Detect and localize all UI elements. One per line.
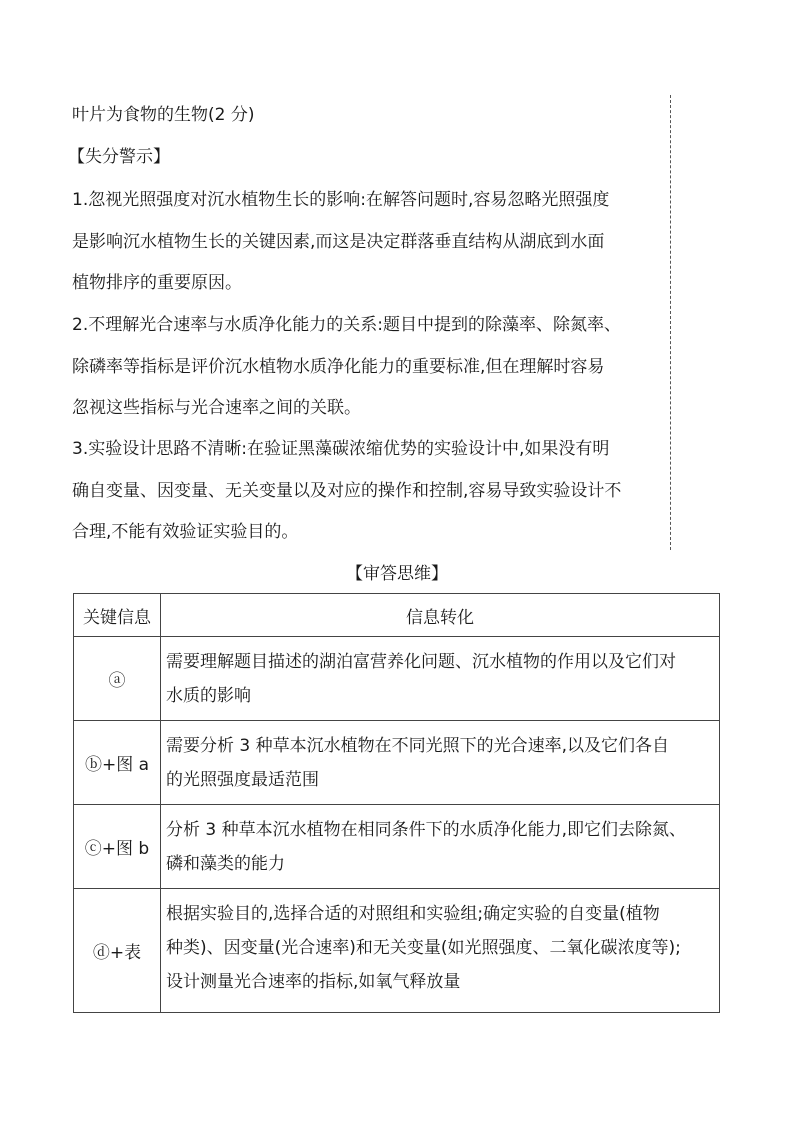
warning-line: 确自变量、因变量、无关变量以及对应的操作和控制,容易导致实验设计不 <box>72 480 622 501</box>
warning-line: 2.不理解光合速率与水质净化能力的关系:题目中提到的除藻率、除氮率、 <box>72 315 621 335</box>
warning-line: 除磷率等指标是评价沉水植物水质净化能力的重要标准,但在理解时容易 <box>72 356 605 377</box>
table-cell-value <box>161 889 720 1013</box>
warning-line: 是影响沉水植物生长的关键因素,而这是决定群落垂直结构从湖底到水面 <box>72 231 605 252</box>
table-cell-key: ⓒ+图 b <box>74 805 161 889</box>
cell-line: 水质的影响 <box>166 686 251 706</box>
table-cell-key: ⓑ+图 a <box>74 721 161 805</box>
cell-line: 的光照强度最适范围 <box>166 770 319 790</box>
table-row <box>74 637 720 721</box>
warning-item <box>72 314 621 439</box>
table-header-value: 信息转化 <box>161 594 720 637</box>
table-cell-value <box>161 637 720 721</box>
warning-item <box>72 189 609 314</box>
cell-line: 分析 3 种草本沉水植物在相同条件下的水质净化能力,即它们去除氮、 <box>166 820 687 840</box>
cell-line: 需要分析 3 种草本沉水植物在不同光照下的光合速率,以及它们各自 <box>166 736 670 756</box>
cell-line: 设计测量光合速率的指标,如氧气释放量 <box>166 972 461 992</box>
warning-line: 植物排序的重要原因。 <box>72 273 242 293</box>
cell-line: 磷和藻类的能力 <box>166 854 285 874</box>
table-cell-value <box>161 805 720 889</box>
warning-heading: 【失分警示】 <box>68 147 170 167</box>
warning-line: 合理,不能有效验证实验目的。 <box>72 522 299 542</box>
cell-line: 需要理解题目描述的湖泊富营养化问题、沉水植物的作用以及它们对 <box>166 652 676 672</box>
cell-line: 种类)、因变量(光合速率)和无关变量(如光照强度、二氧化碳浓度等); <box>166 938 681 958</box>
table-cell-key: ⓐ <box>74 637 161 721</box>
warning-line: 忽视这些指标与光合速率之间的关联。 <box>72 398 361 418</box>
dashed-divider <box>670 95 671 550</box>
intro-line: 叶片为食物的生物(2 分) <box>72 105 255 125</box>
table-row <box>74 805 720 889</box>
table-header-key: 关键信息 <box>74 594 161 637</box>
warning-line: 3.实验设计思路不清晰:在验证黑藻碳浓缩优势的实验设计中,如果没有明 <box>72 439 610 459</box>
warning-line: 1.忽视光照强度对沉水植物生长的影响:在解答问题时,容易忽略光照强度 <box>72 190 610 210</box>
table-cell-value <box>161 721 720 805</box>
table-row <box>74 721 720 805</box>
table-header-row <box>74 594 720 637</box>
cell-line: 根据实验目的,选择合适的对照组和实验组;确定实验的自变量(植物 <box>166 904 660 924</box>
table-row <box>74 889 720 1013</box>
thinking-heading: 【审答思维】 <box>346 564 448 584</box>
table-cell-key: ⓓ+表 <box>74 889 161 1013</box>
warning-item <box>72 438 621 563</box>
thinking-table <box>73 593 720 1013</box>
